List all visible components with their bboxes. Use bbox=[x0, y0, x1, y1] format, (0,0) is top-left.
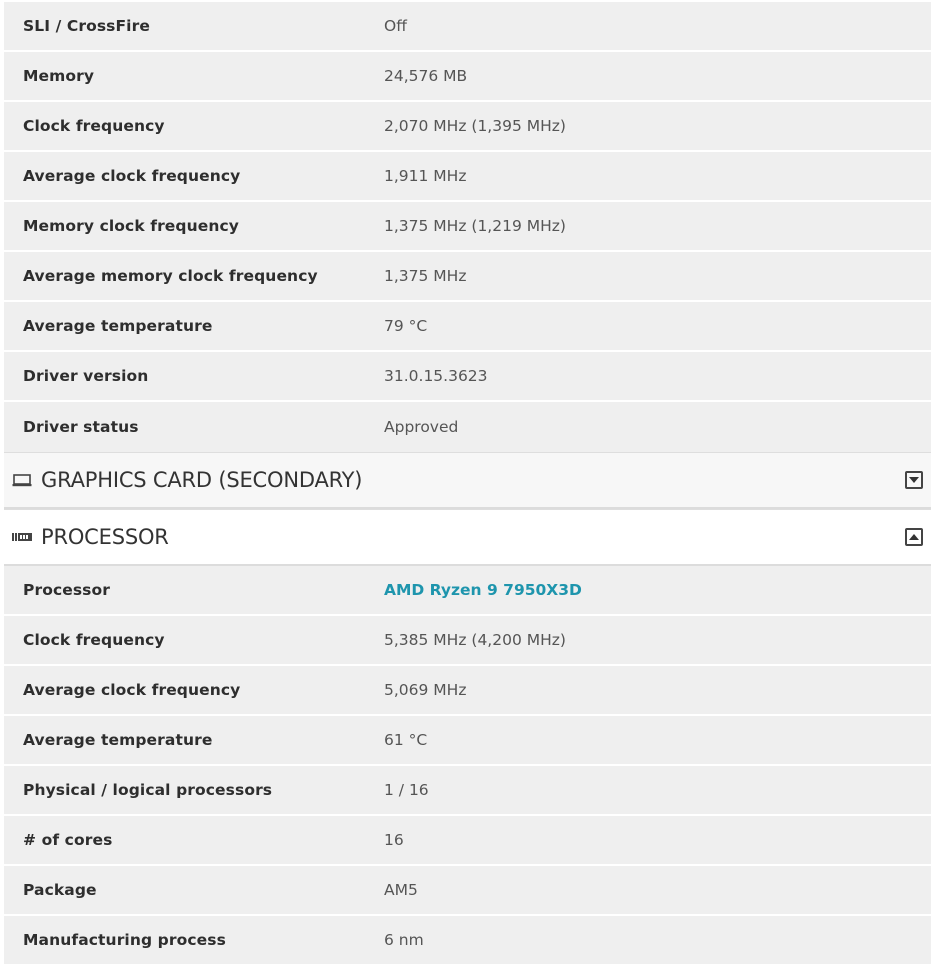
row-key: Manufacturing process bbox=[23, 931, 226, 949]
table-row bbox=[4, 402, 931, 452]
row-value: AM5 bbox=[384, 881, 418, 899]
collapse-toggle-button[interactable] bbox=[905, 528, 923, 546]
gpu-primary-table bbox=[4, 2, 931, 452]
table-row bbox=[4, 202, 931, 252]
section-header-processor[interactable] bbox=[4, 509, 931, 566]
table-row bbox=[4, 52, 931, 102]
row-key: Memory bbox=[23, 67, 95, 85]
row-key: Average clock frequency bbox=[23, 167, 241, 185]
row-key: Driver version bbox=[23, 367, 149, 385]
row-key: Average memory clock frequency bbox=[23, 267, 318, 285]
row-key: Package bbox=[23, 881, 97, 899]
row-key: SLI / CrossFire bbox=[23, 17, 150, 35]
row-value: 24,576 MB bbox=[384, 67, 468, 85]
row-value: 1,375 MHz (1,219 MHz) bbox=[384, 217, 566, 235]
row-value: 31.0.15.3623 bbox=[384, 367, 488, 385]
row-key: Clock frequency bbox=[23, 631, 165, 649]
row-key: # of cores bbox=[23, 831, 113, 849]
table-row bbox=[4, 302, 931, 352]
system-info-panel bbox=[4, 0, 931, 966]
table-row bbox=[4, 816, 931, 866]
table-row bbox=[4, 866, 931, 916]
row-key: Average temperature bbox=[23, 731, 213, 749]
table-row bbox=[4, 2, 931, 52]
table-row bbox=[4, 666, 931, 716]
section-title: GRAPHICS CARD (SECONDARY) bbox=[41, 468, 363, 492]
row-value: 2,070 MHz (1,395 MHz) bbox=[384, 117, 566, 135]
processor-name-link[interactable]: AMD Ryzen 9 7950X3D bbox=[384, 581, 582, 599]
section-header-graphics-card-secondary[interactable] bbox=[4, 452, 931, 509]
table-row bbox=[4, 102, 931, 152]
table-row bbox=[4, 566, 931, 616]
table-row bbox=[4, 352, 931, 402]
row-value: 1 / 16 bbox=[384, 781, 429, 799]
row-value: 1,375 MHz bbox=[384, 267, 467, 285]
row-value: 1,911 MHz bbox=[384, 167, 467, 185]
section-title: PROCESSOR bbox=[41, 525, 169, 549]
processor-table bbox=[4, 566, 931, 966]
row-key: Processor bbox=[23, 581, 110, 599]
row-key: Memory clock frequency bbox=[23, 217, 239, 235]
row-value: 6 nm bbox=[384, 931, 424, 949]
chevron-up-icon bbox=[909, 534, 919, 540]
expand-toggle-button[interactable] bbox=[905, 471, 923, 489]
row-key: Clock frequency bbox=[23, 117, 165, 135]
row-key: Average temperature bbox=[23, 317, 213, 335]
row-value: 5,069 MHz bbox=[384, 681, 467, 699]
row-key: Driver status bbox=[23, 418, 139, 436]
row-value: 16 bbox=[384, 831, 404, 849]
row-value: Off bbox=[384, 17, 407, 35]
row-value: 79 °C bbox=[384, 317, 428, 335]
table-row bbox=[4, 252, 931, 302]
row-key: Average clock frequency bbox=[23, 681, 241, 699]
cpu-chip-icon bbox=[12, 530, 32, 544]
row-value: 61 °C bbox=[384, 731, 428, 749]
table-row bbox=[4, 716, 931, 766]
table-row bbox=[4, 766, 931, 816]
row-value: 5,385 MHz (4,200 MHz) bbox=[384, 631, 566, 649]
monitor-icon bbox=[12, 473, 32, 487]
row-key: Physical / logical processors bbox=[23, 781, 273, 799]
table-row bbox=[4, 616, 931, 666]
table-row bbox=[4, 152, 931, 202]
table-row bbox=[4, 916, 931, 966]
row-value: Approved bbox=[384, 418, 459, 436]
chevron-down-icon bbox=[909, 477, 919, 483]
